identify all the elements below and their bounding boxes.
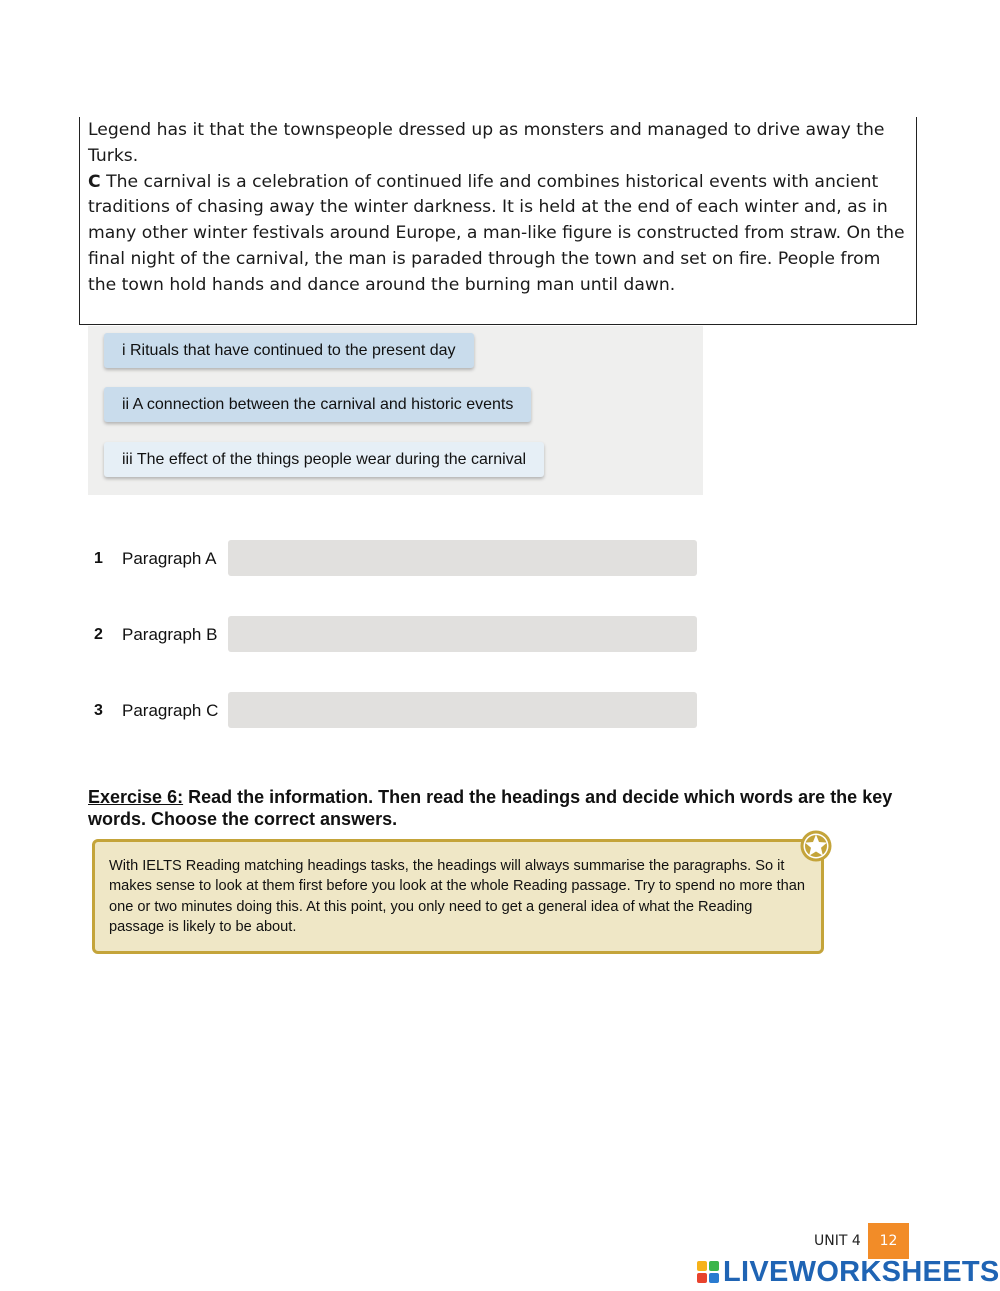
paragraph-c-label: C xyxy=(88,171,101,192)
heading-option-ii[interactable]: ii A connection between the carnival and historic events xyxy=(104,387,531,422)
drop-zone-paragraph-c[interactable] xyxy=(228,692,697,728)
exercise-6-instructions xyxy=(88,786,918,830)
logo-text: LIVEWORKSHEETS xyxy=(723,1255,1000,1288)
match-number-1: 1 xyxy=(94,550,103,567)
liveworksheets-logo xyxy=(697,1257,1000,1287)
drop-zone-paragraph-a[interactable] xyxy=(228,540,697,576)
heading-option-i[interactable]: i Rituals that have continued to the present day xyxy=(104,333,474,368)
exercise-label: Exercise 6: xyxy=(88,787,184,807)
passage-line-1: Legend has it that the townspeople dressed up as monsters and managed to drive away the xyxy=(88,120,885,140)
paragraph-c-text: The carnival is a celebration of continued life and combines historical events with ancient traditions of chasing away the winter darkness. It is held at the end of each winter and, as in many other winter festivals around Europe, a man-like figure is constructed from straw. On the final night of the carnival, the man is paraded through the town and set on fire. People from the town hold hands and dance around the burning man until dawn. xyxy=(88,171,905,295)
passage-line-2: Turks. xyxy=(88,145,139,166)
paragraph-c xyxy=(88,170,910,299)
drop-zone-paragraph-b[interactable] xyxy=(228,616,697,652)
logo-tiles-icon xyxy=(697,1261,719,1283)
exercise-text: Read the information. Then read the headings and decide which words are the key words. Choose the correct answers. xyxy=(88,787,893,829)
match-label-c: Paragraph C xyxy=(122,701,219,720)
page-number-badge: 12 xyxy=(868,1223,909,1259)
tip-text: With IELTS Reading matching headings tasks, the headings will always summarise the paragraphs. So it makes sense to look at them first before you look at the whole Reading passage. Try to spend no more than one or two minutes doing this. At this point, you only need to get a general idea of what the Reading passage is likely to be about. xyxy=(109,858,806,936)
heading-option-iii[interactable]: iii The effect of the things people wear during the carnival xyxy=(104,442,544,477)
match-number-3: 3 xyxy=(94,702,103,719)
reading-passage xyxy=(88,118,910,299)
star-icon xyxy=(799,829,833,863)
match-label-b: Paragraph B xyxy=(122,625,218,644)
match-number-2: 2 xyxy=(94,626,103,643)
unit-label: UNIT 4 xyxy=(814,1233,861,1249)
match-label-a: Paragraph A xyxy=(122,549,217,568)
